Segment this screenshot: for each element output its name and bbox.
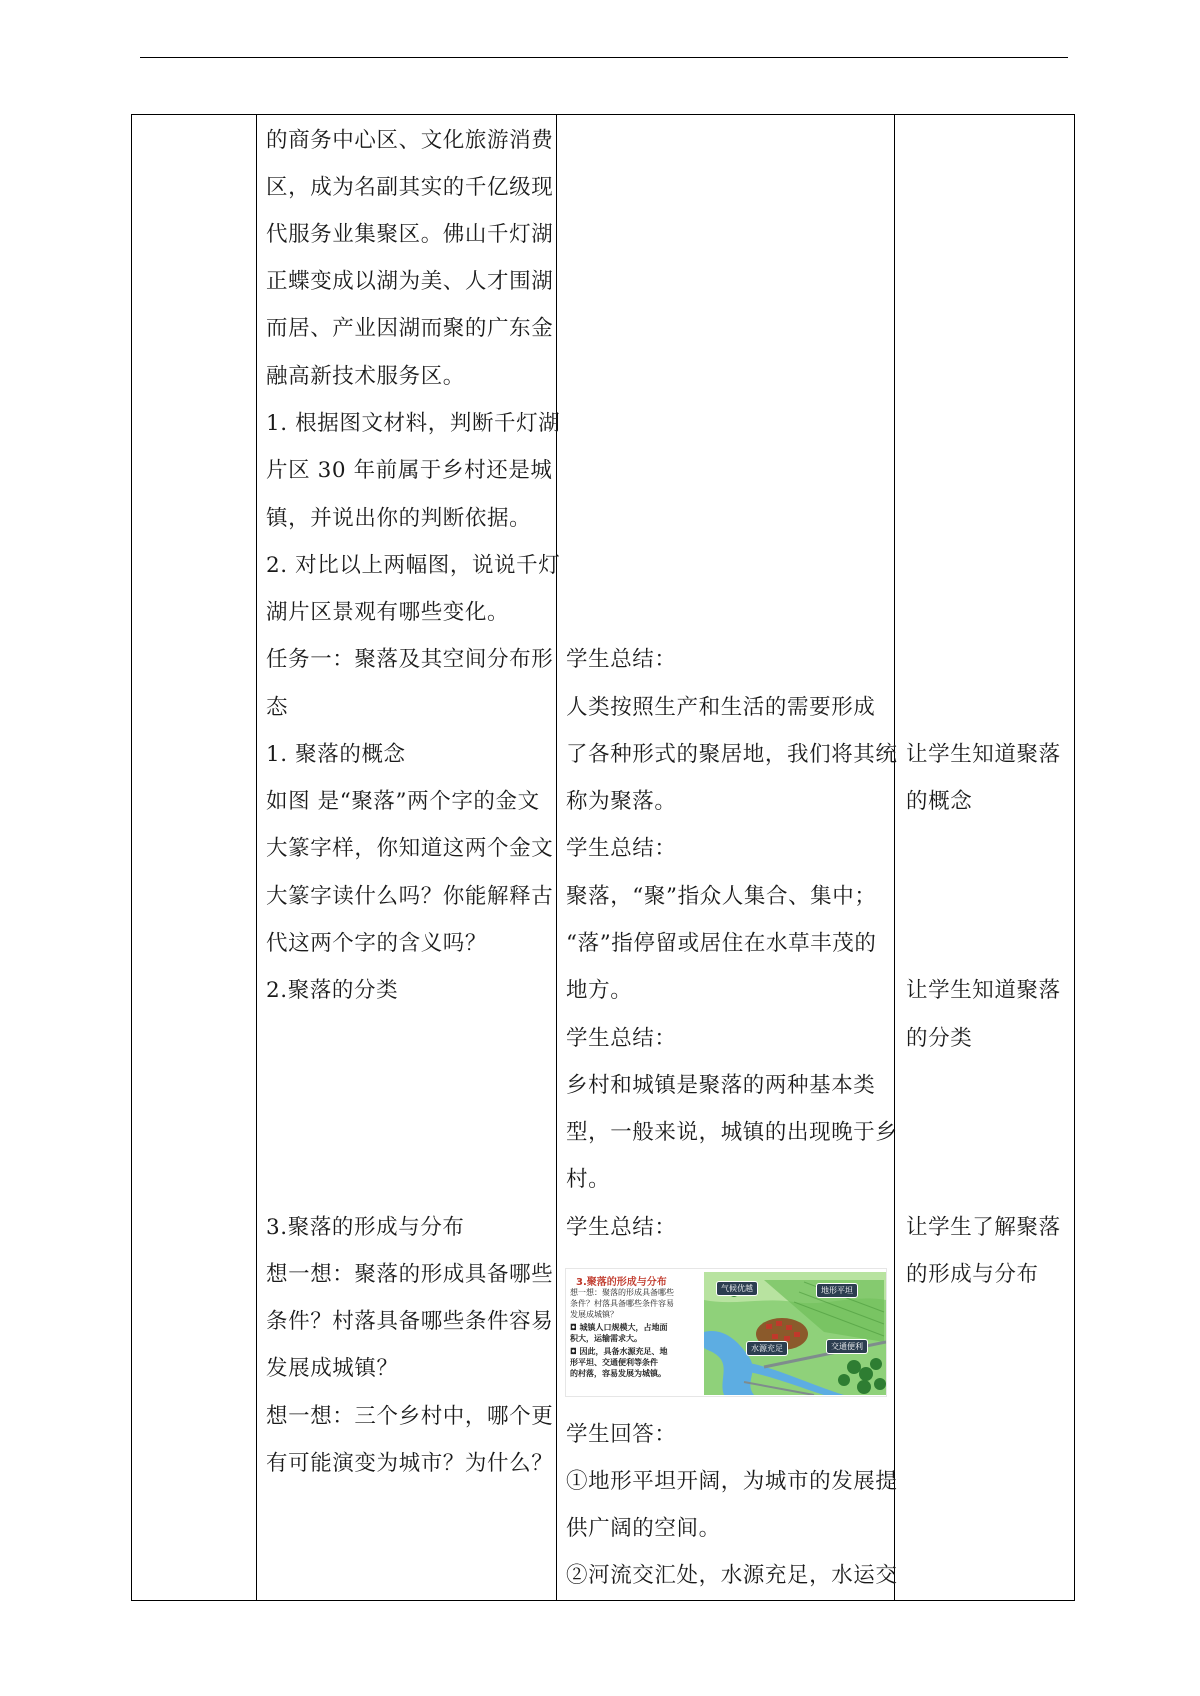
question-1: 1. 根据图文材料，判断千灯湖	[266, 411, 561, 436]
figure-text-line: 形平坦、交通便利等条件	[570, 1358, 658, 1367]
section-formation: 3.聚落的形成与分布	[266, 1215, 465, 1240]
intent-line: 让学生了解聚落	[906, 1215, 1061, 1240]
intent-line: 让学生知道聚落	[906, 978, 1061, 1003]
text-line: ①地形平坦开阔，为城市的发展提	[566, 1469, 898, 1494]
text-line: ②河流交汇处，水源充足，水运交	[566, 1563, 898, 1588]
figure-text-line: 的村落，容易发展为城镇。	[570, 1369, 666, 1378]
text-line: 有可能演变为城市？为什么？	[266, 1451, 554, 1476]
intent-line: 让学生知道聚落	[906, 742, 1061, 767]
text-line: 村。	[566, 1167, 611, 1192]
figure-text-line: 想一想：聚落的形成具备哪些	[570, 1288, 674, 1297]
section-classification: 2.聚落的分类	[266, 978, 399, 1003]
text-line: 湖片区景观有哪些变化。	[266, 600, 510, 625]
figure-text-line: ◘ 城镇人口规模大，占地面	[570, 1323, 668, 1332]
intent-line: 的分类	[906, 1026, 973, 1051]
text-line: 镇，并说出你的判断依据。	[266, 506, 532, 531]
label-transport: 交通便利	[826, 1339, 868, 1354]
answer-label: 学生回答：	[566, 1422, 677, 1447]
text-line: 聚落，“聚”指众人集合、集中；	[566, 884, 877, 909]
figure-text-line: 条件？村落具备哪些条件容易	[570, 1299, 674, 1308]
text-line: 而居、产业因湖而聚的广东金	[266, 316, 554, 341]
text-line: 想一想：三个乡村中，哪个更	[266, 1404, 554, 1429]
section-concept: 1. 聚落的概念	[266, 742, 406, 767]
summary-label: 学生总结：	[566, 1215, 677, 1240]
column-divider-2	[556, 115, 557, 1600]
column-divider-3	[894, 115, 895, 1600]
label-water: 水源充足	[746, 1341, 788, 1356]
question-2: 2. 对比以上两幅图，说说千灯	[266, 553, 561, 578]
text-line: 态	[266, 695, 289, 720]
text-line: 的商务中心区、文化旅游消费	[266, 128, 554, 153]
intent-line: 的概念	[906, 789, 973, 814]
text-line: 称为聚落。	[566, 789, 677, 814]
text-line: 区，成为名副其实的千亿级现	[266, 175, 554, 200]
text-line: 发展成城镇？	[266, 1356, 399, 1381]
text-line: 代这两个字的含义吗？	[266, 931, 488, 956]
settlement-formation-figure	[565, 1268, 887, 1397]
column-divider-1	[256, 115, 257, 1600]
summary-label: 学生总结：	[566, 1026, 677, 1051]
text-line: “落”指停留或居住在水草丰茂的	[566, 931, 877, 956]
text-line: 条件？村落具备哪些条件容易	[266, 1309, 554, 1334]
text-line: 想一想：聚落的形成具备哪些	[266, 1262, 554, 1287]
text-line: 供广阔的空间。	[566, 1516, 721, 1541]
summary-label: 学生总结：	[566, 836, 677, 861]
text-line: 型，一般来说，城镇的出现晚于乡	[566, 1120, 898, 1145]
summary-label: 学生总结：	[566, 647, 677, 672]
figure-text-line: ◘ 因此，具备水源充足、地	[570, 1347, 668, 1356]
figure-text-line: 积大，运输需求大。	[570, 1334, 642, 1343]
text-line: 大篆字读什么吗？你能解释古	[266, 884, 554, 909]
text-line: 正蝶变成以湖为美、人才围湖	[266, 269, 554, 294]
text-line: 地方。	[566, 978, 633, 1003]
text-line: 如图 是“聚落”两个字的金文	[266, 789, 540, 814]
figure-title: 3.聚落的形成与分布	[576, 1277, 667, 1288]
text-line: 融高新技术服务区。	[266, 364, 465, 389]
label-terrain: 地形平坦	[816, 1283, 858, 1298]
text-line: 代服务业集聚区。佛山千灯湖	[266, 222, 554, 247]
figure-text-line: 发展成城镇？	[570, 1310, 618, 1319]
task-1-heading: 任务一：聚落及其空间分布形	[266, 647, 554, 672]
text-line: 片区 30 年前属于乡村还是城	[266, 458, 553, 483]
header-rule	[140, 57, 1068, 58]
label-climate: 气候优越	[716, 1281, 758, 1296]
text-line: 人类按照生产和生活的需要形成	[566, 695, 876, 720]
intent-line: 的形成与分布	[906, 1262, 1039, 1287]
text-line: 乡村和城镇是聚落的两种基本类	[566, 1073, 876, 1098]
text-line: 了各种形式的聚居地，我们将其统	[566, 742, 898, 767]
text-line: 大篆字样，你知道这两个金文	[266, 836, 554, 861]
